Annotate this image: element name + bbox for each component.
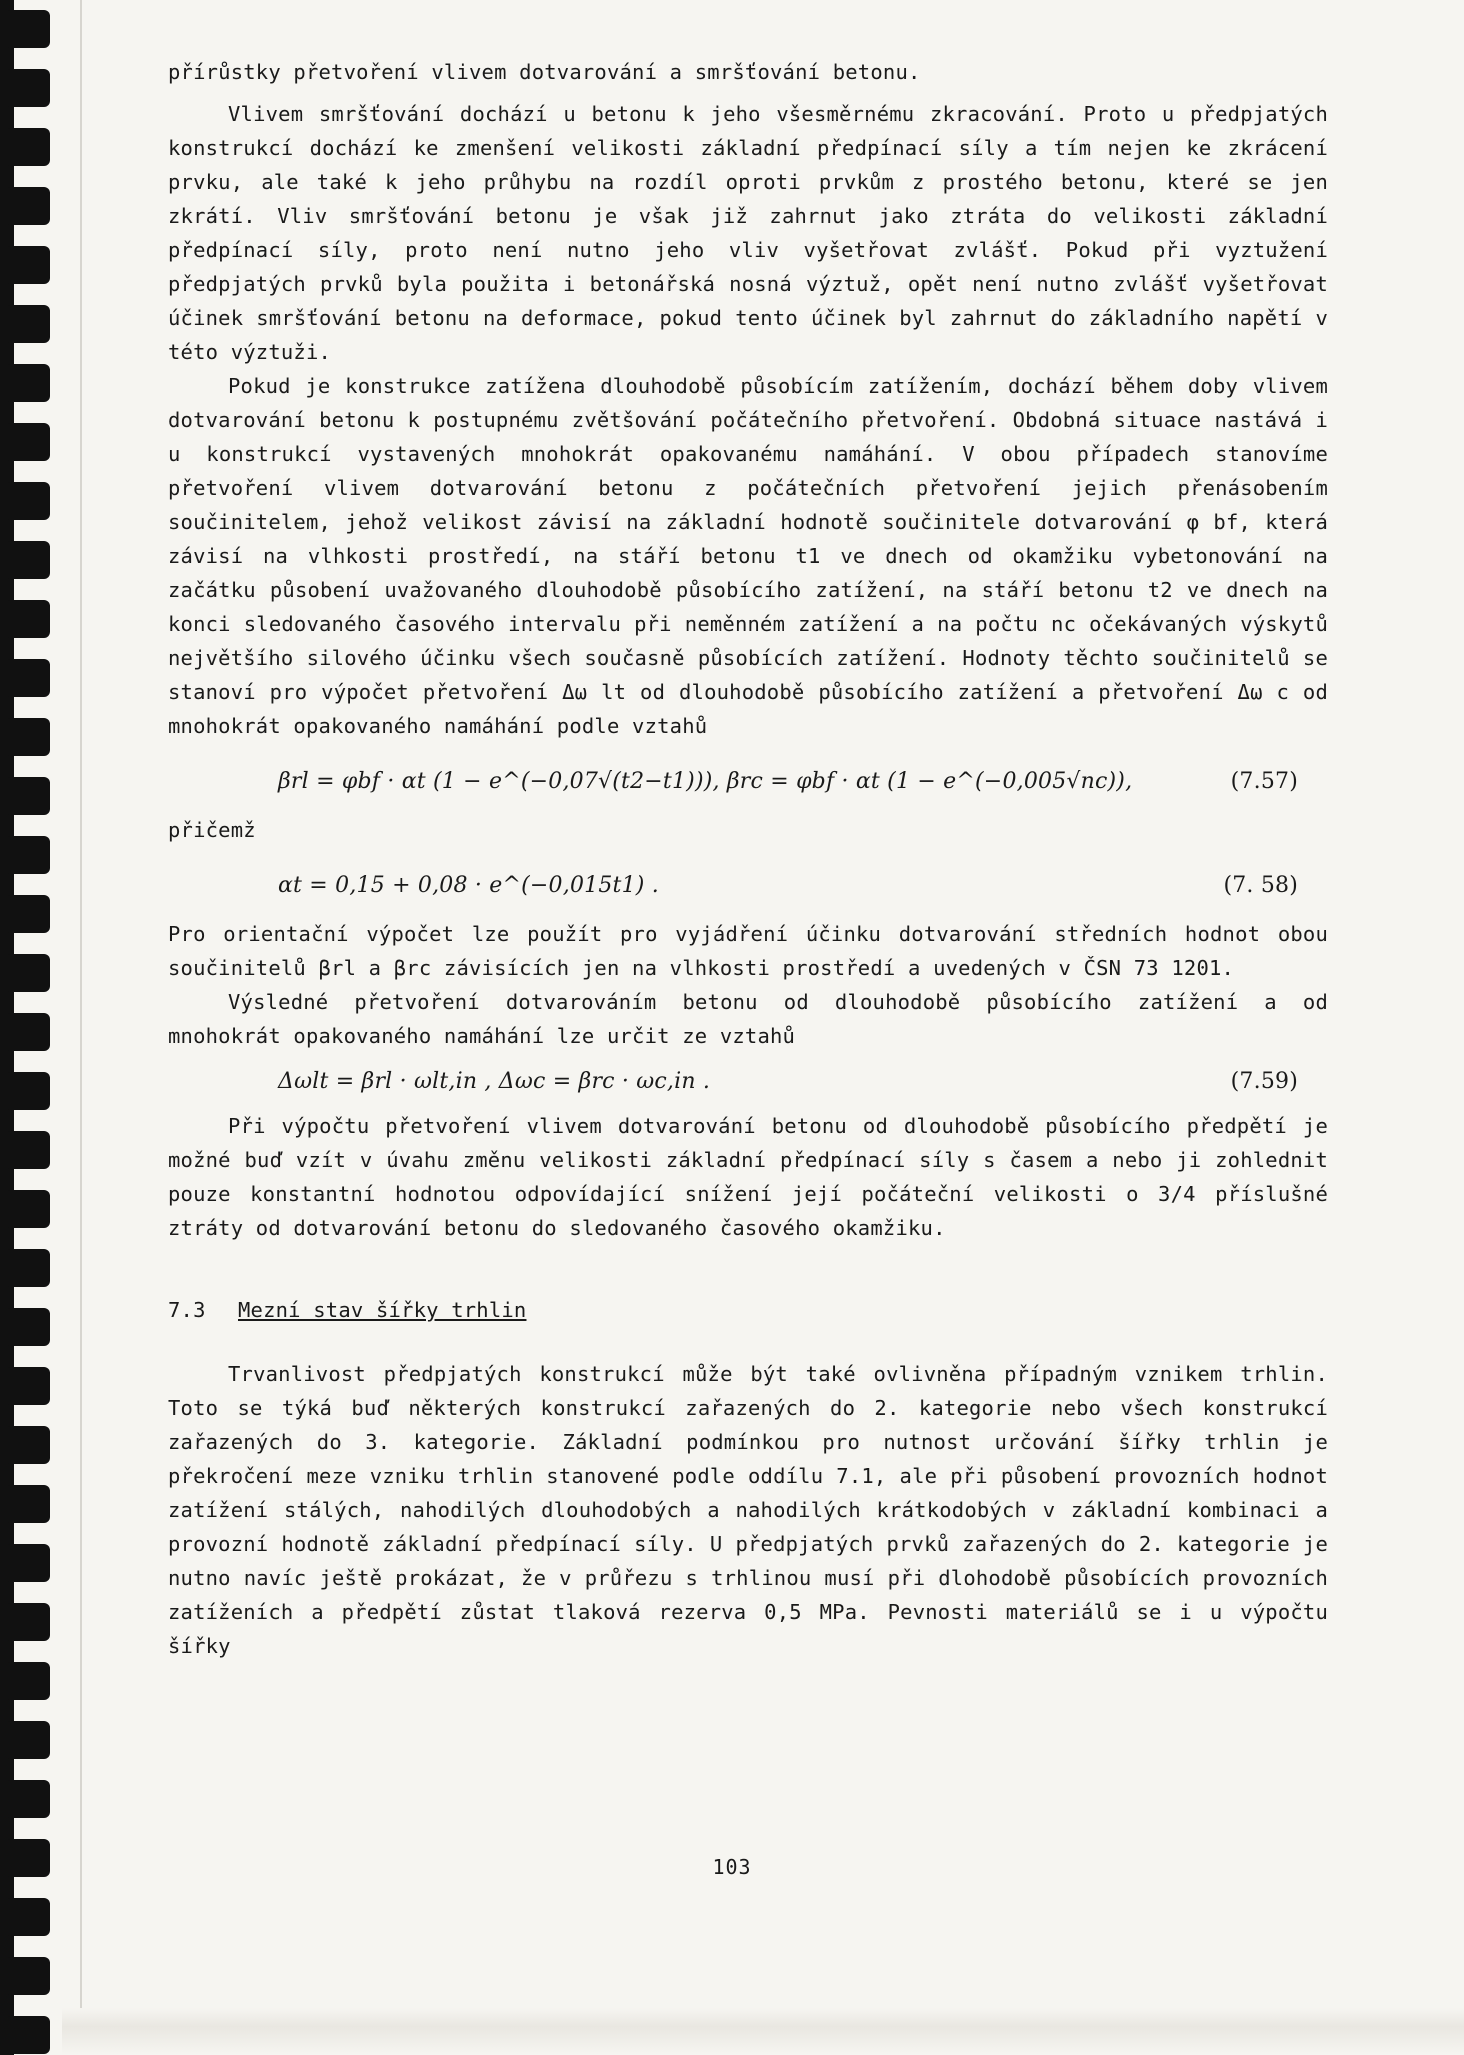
equation-7-57-expression: βrl = φbf · αt (1 − e^(−0,07√(t2−t1))), βrc = φbf · αt (1 − e^(−0,005√nc)), [278,769,1133,794]
binding-ring [8,305,50,343]
paragraph-orientation: Pro orientační výpočet lze použít pro vyjádření účinku dotvarování středních hodnot obou součinitelů βrl a βrc závisících jen na vlhkosti prostředí a uvedených v ČSN 73 1201. [168,922,1328,980]
binding-ring [8,1426,50,1464]
section-heading [168,1293,1328,1327]
spiral-binding [0,0,62,2055]
binding-ring [8,1190,50,1228]
binding-ring [8,659,50,697]
page-number: 103 [712,1855,752,1879]
binding-ring [8,2016,50,2054]
binding-ring [8,777,50,815]
binding-ring [8,600,50,638]
equation-7-58 [168,847,1328,917]
binding-ring [8,1603,50,1641]
binding-ring [8,895,50,933]
binding-ring [8,128,50,166]
equation-7-59-number: (7.59) [1230,1069,1298,1094]
document-page [168,55,1328,1663]
binding-ring [8,246,50,284]
binding-ring [8,1898,50,1936]
equation-7-57-number: (7.57) [1230,769,1298,794]
equation-7-59-expression: Δωlt = βrl · ωlt,in , Δωc = βrc · ωc,in . [278,1069,711,1094]
binding-ring [8,1013,50,1051]
equation-7-58-number: (7. 58) [1223,873,1298,898]
page-bottom-edge [62,2008,1464,2055]
paragraph-creep: Pokud je konstrukce zatížena dlouhodobě působícím zatížením, dochází během doby vlivem dotvarování betonu k postupnému zvětšování počátečního přetvoření. Obdobná situace nastává i u konstrukcí vystavených mnohokrát opakovanému namáhání. V obou případech stanovíme přetvoření vlivem dotvarování betonu z počátečních přetvoření jejich přenásobením součinitelem, jehož velikost závisí na základní hodnotě součinitele dotvarování φ bf, která závisí na vlhkosti prostředí, na stáří betonu t1 ve dnech od okamžiku vybetonování na začátku působení uvažovaného dlouhodobě působícího zatížení, na stáří betonu t2 ve dnech na konci sledovaného časového intervalu při neměnném zatížení a na počtu nc očekávaných výskytů největšího silového účinku všech současně působících zatížení. Hodnoty těchto součinitelů se stanoví pro výpočet přetvoření Δω lt od dlouhodobě působícího zatížení a přetvoření Δω c od mnohokrát opakovaného namáhání podle vztahů [168,374,1328,738]
binding-ring [8,1721,50,1759]
binding-ring [8,541,50,579]
binding-ring [8,836,50,874]
binding-ring [8,1131,50,1169]
binding-ring [8,187,50,225]
paragraph-result: Výsledné přetvoření dotvarováním betonu od dlouhodobě působícího zatížení a od mnohokrát opakovaného namáhání lze určit ze vztahů [168,990,1328,1048]
equation-7-58-expression: αt = 0,15 + 0,08 · e^(−0,015t1) . [278,873,659,898]
binding-ring [8,423,50,461]
binding-ring [8,1249,50,1287]
binding-ring [8,1308,50,1346]
section-title: Mezní stav šířky trhlin [238,1298,527,1322]
binding-ring [8,1662,50,1700]
binding-ring [8,10,50,48]
binding-ring [8,1367,50,1405]
binding-ring [8,364,50,402]
section-number: 7.3 [168,1298,206,1322]
paragraph-cracks: Trvanlivost předpjatých konstrukcí může být také ovlivněna případným vznikem trhlin. Toto se týká buď některých konstrukcí zařazených do 2. kategorie nebo všech konstrukcí zařazených do 3. kategorie. Základní podmínkou pro nutnost určování šířky trhlin je překročení meze vzniku trhlin stanovené podle oddílu 7.1, ale při působení provozních hodnot zatížení stálých, nahodilých dlouhodobých a nahodilých krátkodobých v základní kombinaci a provozní hodnotě základní předpínací síly. U předpjatých prvků zařazených do 2. kategorie je nutno navíc ještě prokázat, že v průřezu s trhlinou musí při dlohodobě působících provozních zatíženích a předpětí zůstat tlaková rezerva 0,5 MPa. Pevnosti materiálů se i u výpočtu šířky [168,1362,1328,1658]
binding-ring [8,1544,50,1582]
equation-7-59 [168,1053,1328,1109]
paragraph-shrinkage: Vlivem smršťování dochází u betonu k jeho všesměrnému zkracování. Proto u předpjatých konstrukcí dochází ke zmenšení velikosti základní předpínací síly a tím nejen ke zkrácení prvku, ale také k jeho průhybu na rozdíl oproti prvkům z prostého betonu, které se jen zkrátí. Vliv smršťování betonu je však již zahrnut jako ztráta do velikosti základní předpínací síly, proto není nutno jeho vliv vyšetřovat zvlášť. Pokud při vyztužení předpjatých prvků byla použita i betonářská nosná výztuž, opět není nutno zvlášť vyšetřovat účinek smršťování betonu na deformace, pokud tento účinek byl zahrnut do základního napětí v této výztuži. [168,102,1328,364]
binding-ring [8,1485,50,1523]
paragraph-prestress: Při výpočtu přetvoření vlivem dotvarování betonu od dlouhodobě působícího předpětí je možné buď vzít v úvahu změnu velikosti základní předpínací síly s časem a nebo ji zohlednit pouze konstantní hodnotou odpovídající snížení její počáteční velikosti o 3/4 příslušné ztráty od dotvarování betonu do sledovaného časového okamžiku. [168,1114,1328,1240]
page-edge [80,0,82,2055]
binding-ring [8,1957,50,1995]
binding-ring [8,954,50,992]
pricemz-label: přičemž [168,818,256,842]
paragraph-intro: přírůstky přetvoření vlivem dotvarování a smršťování betonu. [168,60,921,84]
binding-ring [8,1780,50,1818]
binding-ring [8,1072,50,1110]
binding-ring [8,482,50,520]
equation-7-57 [168,743,1328,813]
binding-ring [8,69,50,107]
binding-ring [8,718,50,756]
